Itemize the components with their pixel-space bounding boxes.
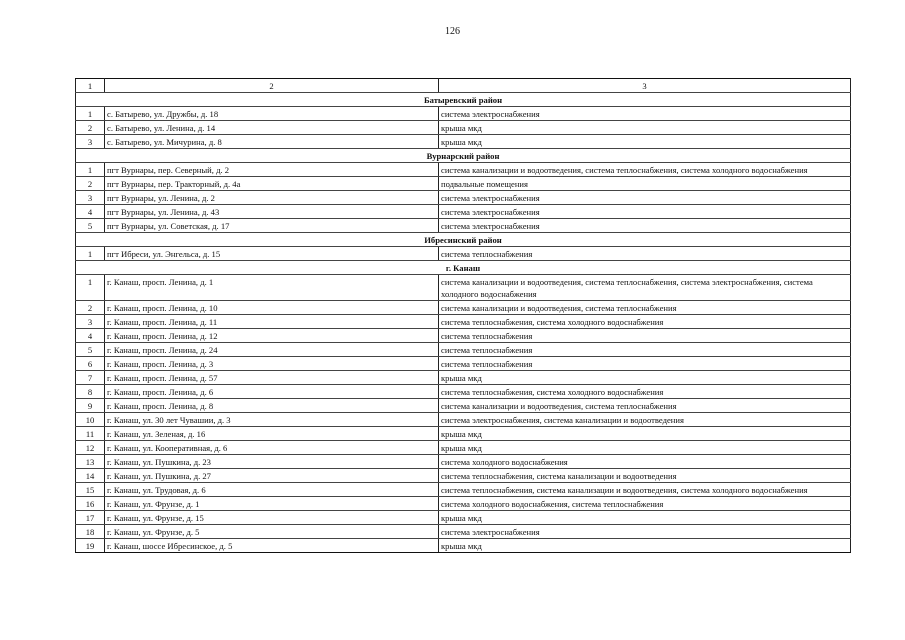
row-address: с. Батырево, ул. Дружбы, д. 18 (105, 107, 439, 121)
row-address: пгт Ибреси, ул. Энгельса, д. 15 (105, 247, 439, 261)
row-number: 1 (76, 163, 105, 177)
section-row (76, 149, 851, 163)
row-number: 4 (76, 205, 105, 219)
row-systems: система холодного водоснабжения, система теплоснабжения (439, 497, 851, 511)
section-row (76, 93, 851, 107)
row-systems: система канализации и водоотведения, система теплоснабжения (439, 301, 851, 315)
table-row (76, 191, 851, 205)
section-title: Вурнарский район (76, 149, 851, 163)
table-row (76, 219, 851, 233)
row-address: г. Канаш, просп. Ленина, д. 6 (105, 385, 439, 399)
section-title: г. Канаш (76, 261, 851, 275)
row-address: пгт Вурнары, ул. Советская, д. 17 (105, 219, 439, 233)
table-row (76, 177, 851, 191)
table-row (76, 121, 851, 135)
table-row (76, 329, 851, 343)
table-row (76, 469, 851, 483)
row-systems: система канализации и водоотведения, система теплоснабжения, система электроснабжения, система холодного водоснабжения (439, 275, 851, 301)
row-address: г. Канаш, шоссе Ибресинское, д. 5 (105, 539, 439, 553)
row-systems: система теплоснабжения (439, 329, 851, 343)
row-number: 5 (76, 219, 105, 233)
table-row (76, 275, 851, 301)
row-address: с. Батырево, ул. Ленина, д. 14 (105, 121, 439, 135)
row-systems: система канализации и водоотведения, система теплоснабжения, система холодного водоснабжения (439, 163, 851, 177)
row-address: г. Канаш, просп. Ленина, д. 10 (105, 301, 439, 315)
row-number: 15 (76, 483, 105, 497)
table-row (76, 301, 851, 315)
table-row (76, 483, 851, 497)
row-number: 2 (76, 301, 105, 315)
row-number: 1 (76, 247, 105, 261)
row-number: 16 (76, 497, 105, 511)
row-address: г. Канаш, ул. Зеленая, д. 16 (105, 427, 439, 441)
table-row (76, 205, 851, 219)
row-systems: крыша мкд (439, 539, 851, 553)
row-address: г. Канаш, ул. Фрунзе, д. 15 (105, 511, 439, 525)
table-row (76, 441, 851, 455)
row-address: г. Канаш, ул. Фрунзе, д. 1 (105, 497, 439, 511)
row-number: 4 (76, 329, 105, 343)
row-number: 1 (76, 107, 105, 121)
column-header-3: 3 (439, 79, 851, 93)
row-systems: система электроснабжения (439, 205, 851, 219)
row-number: 3 (76, 315, 105, 329)
row-number: 18 (76, 525, 105, 539)
row-systems: крыша мкд (439, 427, 851, 441)
row-address: г. Канаш, просп. Ленина, д. 24 (105, 343, 439, 357)
row-number: 3 (76, 191, 105, 205)
row-number: 3 (76, 135, 105, 149)
row-number: 8 (76, 385, 105, 399)
table-row (76, 385, 851, 399)
row-number: 17 (76, 511, 105, 525)
row-number: 12 (76, 441, 105, 455)
table-row (76, 107, 851, 121)
table-row (76, 427, 851, 441)
row-number: 19 (76, 539, 105, 553)
section-title: Батыревский район (76, 93, 851, 107)
row-number: 2 (76, 121, 105, 135)
row-address: с. Батырево, ул. Мичурина, д. 8 (105, 135, 439, 149)
table-row (76, 539, 851, 553)
section-row (76, 233, 851, 247)
table-row (76, 511, 851, 525)
row-systems: крыша мкд (439, 371, 851, 385)
row-address: г. Канаш, просп. Ленина, д. 57 (105, 371, 439, 385)
column-header-1: 1 (76, 79, 105, 93)
row-number: 5 (76, 343, 105, 357)
row-systems: крыша мкд (439, 135, 851, 149)
row-systems: система теплоснабжения, система канализации и водоотведения, система холодного водоснабжения (439, 483, 851, 497)
table-row (76, 343, 851, 357)
row-systems: система теплоснабжения, система холодного водоснабжения (439, 315, 851, 329)
column-number-row (76, 79, 851, 93)
table-row (76, 315, 851, 329)
table-row (76, 497, 851, 511)
row-number: 9 (76, 399, 105, 413)
row-systems: система канализации и водоотведения, система теплоснабжения (439, 399, 851, 413)
row-address: г. Канаш, ул. Трудовая, д. 6 (105, 483, 439, 497)
row-systems: система теплоснабжения, система канализации и водоотведения (439, 469, 851, 483)
row-address: г. Канаш, ул. Кооперативная, д. 6 (105, 441, 439, 455)
row-systems: система теплоснабжения (439, 357, 851, 371)
table-row (76, 135, 851, 149)
row-systems: крыша мкд (439, 511, 851, 525)
row-address: г. Канаш, просп. Ленина, д. 12 (105, 329, 439, 343)
row-number: 13 (76, 455, 105, 469)
row-number: 10 (76, 413, 105, 427)
row-address: пгт Вурнары, пер. Тракторный, д. 4а (105, 177, 439, 191)
row-address: г. Канаш, просп. Ленина, д. 1 (105, 275, 439, 301)
row-systems: крыша мкд (439, 121, 851, 135)
row-number: 2 (76, 177, 105, 191)
row-address: г. Канаш, просп. Ленина, д. 11 (105, 315, 439, 329)
row-systems: система теплоснабжения (439, 247, 851, 261)
row-address: пгт Вурнары, пер. Северный, д. 2 (105, 163, 439, 177)
row-address: г. Канаш, просп. Ленина, д. 3 (105, 357, 439, 371)
row-number: 1 (76, 275, 105, 301)
object-list-table (75, 78, 851, 553)
table-row (76, 525, 851, 539)
section-title: Ибресинский район (76, 233, 851, 247)
table-row (76, 455, 851, 469)
row-systems: система электроснабжения, система канализации и водоотведения (439, 413, 851, 427)
row-address: пгт Вурнары, ул. Ленина, д. 43 (105, 205, 439, 219)
row-number: 14 (76, 469, 105, 483)
row-systems: система теплоснабжения, система холодного водоснабжения (439, 385, 851, 399)
table-row (76, 163, 851, 177)
row-number: 7 (76, 371, 105, 385)
table-row (76, 357, 851, 371)
row-address: г. Канаш, ул. Пушкина, д. 27 (105, 469, 439, 483)
row-systems: крыша мкд (439, 441, 851, 455)
table-body (76, 79, 851, 553)
row-systems: система электроснабжения (439, 107, 851, 121)
row-systems: система теплоснабжения (439, 343, 851, 357)
row-number: 11 (76, 427, 105, 441)
row-number: 6 (76, 357, 105, 371)
row-systems: подвальные помещения (439, 177, 851, 191)
table-row (76, 247, 851, 261)
row-address: г. Канаш, просп. Ленина, д. 8 (105, 399, 439, 413)
row-address: пгт Вурнары, ул. Ленина, д. 2 (105, 191, 439, 205)
row-systems: система холодного водоснабжения (439, 455, 851, 469)
column-header-2: 2 (105, 79, 439, 93)
row-address: г. Канаш, ул. 30 лет Чувашии, д. 3 (105, 413, 439, 427)
page-number: 126 (445, 26, 460, 37)
section-row (76, 261, 851, 275)
table-row (76, 371, 851, 385)
row-systems: система электроснабжения (439, 191, 851, 205)
table-row (76, 399, 851, 413)
row-address: г. Канаш, ул. Фрунзе, д. 5 (105, 525, 439, 539)
row-systems: система электроснабжения (439, 219, 851, 233)
table-row (76, 413, 851, 427)
row-systems: система электроснабжения (439, 525, 851, 539)
row-address: г. Канаш, ул. Пушкина, д. 23 (105, 455, 439, 469)
